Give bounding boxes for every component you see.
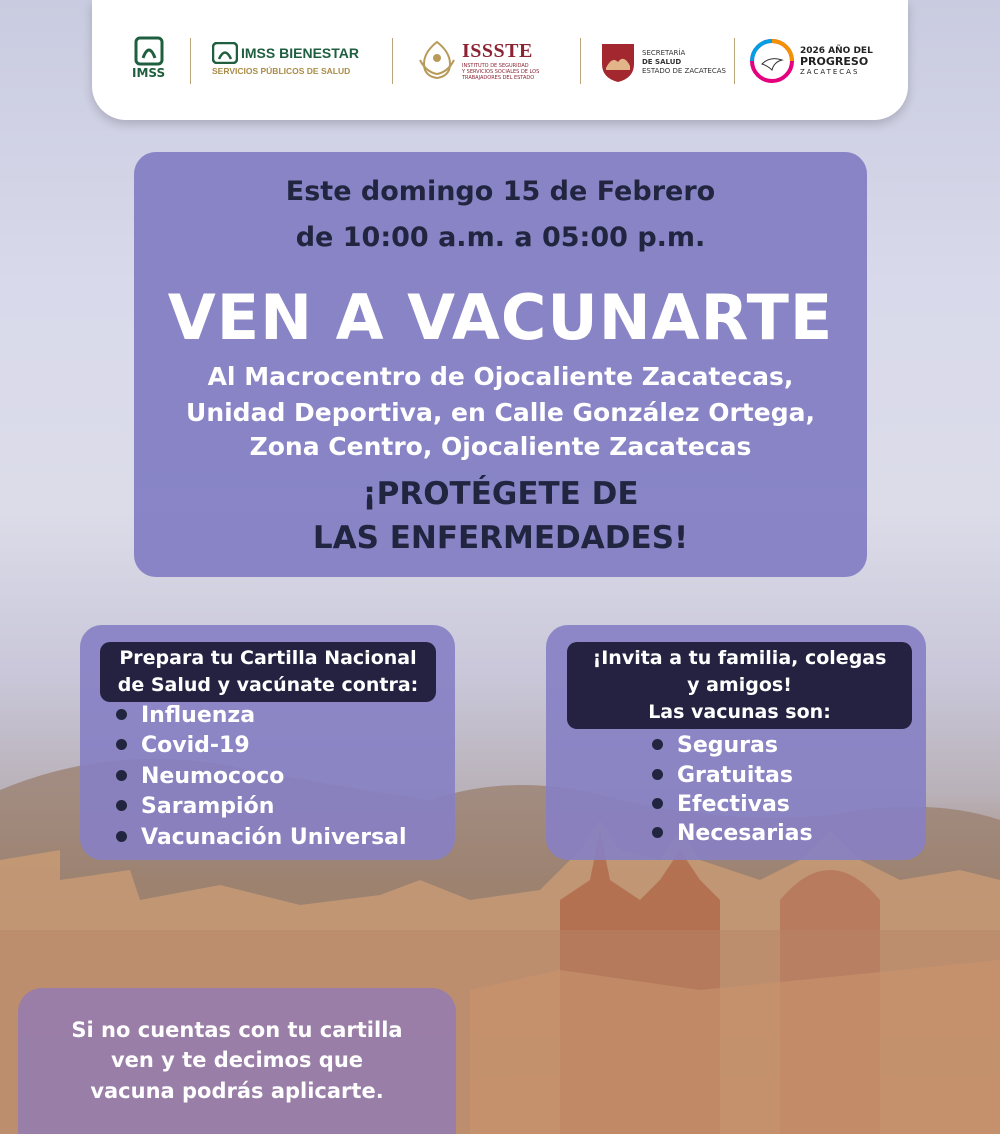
list-item: Necesarias — [652, 821, 813, 846]
address-line-2: Unidad Deportiva, en Calle González Ortega, — [186, 398, 815, 427]
logo-header — [92, 0, 908, 120]
secretaria-salud-logo — [600, 40, 726, 84]
issste-subtitle-1: INSTITUTO DE SEGURIDAD — [462, 62, 529, 69]
list-item: Sarampión — [116, 794, 274, 819]
vaccines-card — [80, 625, 455, 860]
no-card-notice — [18, 988, 456, 1134]
vaccines-heading-line-2: de Salud y vacúnate contra: — [117, 674, 419, 696]
list-item: Influenza — [116, 703, 255, 728]
issste-emblem-icon — [416, 38, 458, 82]
protect-line-2: LAS ENFERMEDADES! — [312, 520, 689, 556]
invite-card — [546, 625, 926, 860]
protect-line-1: ¡PROTÉGETE DE — [362, 476, 639, 512]
notice-line-3: vacuna podrás aplicarte. — [90, 1079, 384, 1103]
divider — [392, 38, 393, 84]
salud-line-3: ESTADO DE ZACATECAS — [642, 66, 726, 75]
date-line-1: Este domingo 15 de Febrero — [285, 176, 716, 207]
bullet-icon — [116, 709, 127, 720]
bullet-icon — [652, 769, 663, 780]
bullet-icon — [652, 827, 663, 838]
imss-bienestar-subtitle: SERVICIOS PÚBLICOS DE SALUD — [212, 66, 351, 76]
issste-subtitle-3: TRABAJADORES DEL ESTADO — [462, 74, 535, 81]
list-item: Seguras — [652, 733, 778, 758]
imss-logo — [132, 36, 165, 80]
address-line-1: Al Macrocentro de Ojocaliente Zacatecas, — [207, 362, 794, 391]
invite-heading — [567, 642, 912, 729]
date-line-2: de 10:00 a.m. a 05:00 p.m. — [295, 222, 706, 253]
list-item: Efectivas — [652, 792, 790, 817]
dove-emblem-icon — [748, 38, 796, 84]
headline-title: VEN A VACUNARTE — [167, 281, 834, 354]
vaccines-heading — [100, 642, 436, 702]
progreso-logo — [748, 38, 873, 84]
invite-heading-line-3: Las vacunas son: — [648, 701, 831, 723]
zacatecas-shield-icon — [600, 40, 636, 84]
bullet-icon — [116, 800, 127, 811]
vaccines-heading-line-1: Prepara tu Cartilla Nacional — [119, 647, 417, 669]
bullet-icon — [652, 798, 663, 809]
main-announcement-card — [134, 152, 867, 577]
progreso-line-3: ZACATECAS — [800, 67, 860, 76]
imss-bienestar-title: IMSS BIENESTAR — [241, 45, 359, 61]
issste-logo — [416, 38, 539, 82]
invite-heading-line-1: ¡Invita a tu familia, colegas — [592, 647, 887, 669]
issste-subtitle-2: Y SERVICIOS SOCIALES DE LOS — [462, 68, 540, 75]
divider — [734, 38, 735, 84]
list-item: Vacunación Universal — [116, 825, 407, 850]
progreso-line-1: 2026 AÑO DEL — [800, 45, 873, 56]
bullet-icon — [652, 739, 663, 750]
salud-line-1: SECRETARÍA — [642, 48, 686, 57]
progreso-line-2: PROGRESO — [800, 54, 869, 68]
divider — [190, 38, 191, 84]
divider — [580, 38, 581, 84]
imss-bienestar-logo — [212, 42, 359, 76]
list-item: Gratuitas — [652, 763, 793, 788]
notice-line-2: ven y te decimos que — [110, 1048, 364, 1072]
notice-line-1: Si no cuentas con tu cartilla — [71, 1018, 403, 1042]
imss-emblem-icon — [134, 36, 164, 66]
bullet-icon — [116, 770, 127, 781]
imss-label: IMSS — [132, 66, 166, 80]
salud-line-2: DE SALUD — [642, 57, 682, 66]
issste-title: ISSSTE — [462, 39, 533, 62]
list-item: Covid-19 — [116, 733, 250, 758]
invite-heading-line-2: y amigos! — [687, 674, 792, 696]
bullet-icon — [116, 831, 127, 842]
imss-bienestar-emblem-icon — [212, 42, 238, 64]
address-line-3: Zona Centro, Ojocaliente Zacatecas — [249, 432, 752, 461]
bullet-icon — [116, 739, 127, 750]
list-item: Neumococo — [116, 764, 284, 789]
